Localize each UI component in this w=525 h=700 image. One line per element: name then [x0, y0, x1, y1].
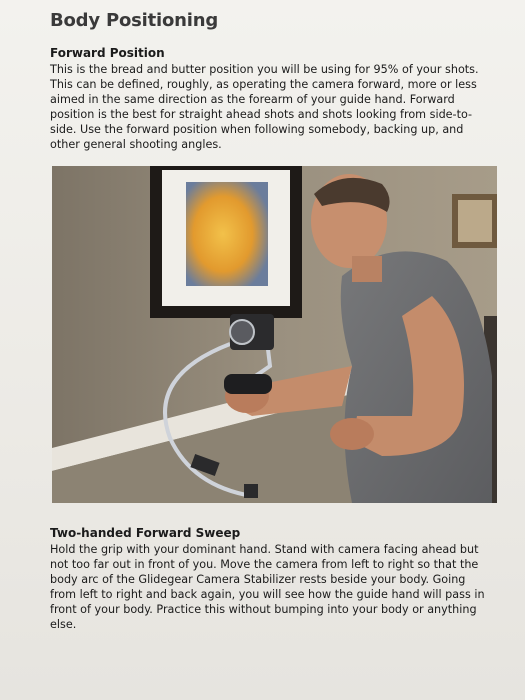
section-heading: Forward Position: [50, 46, 165, 60]
section-body: Hold the grip with your dominant hand. Stand with camera facing ahead but not too far out in front of you. Move the camera from left to right so that the body arc of the Glidegear Camera Stabilizer rests beside your body. Going from left to right and back again, you will see how the guide hand will pass in front of your body. Practice this without bumping into your body or anything else.: [50, 543, 485, 632]
section-heading: Two-handed Forward Sweep: [50, 526, 241, 540]
photo-illustration: [52, 166, 497, 503]
section-forward-position: [50, 46, 490, 153]
section-two-handed-forward-sweep: [50, 526, 490, 633]
stabilizer-demo-photo: [52, 166, 497, 503]
page-title: Body Positioning: [50, 10, 219, 31]
flower-artwork: [186, 182, 268, 286]
section-body: This is the bread and butter position you will be using for 95% of your shots. This can be defined, roughly, as operating the camera forward, more or less aimed in the same direction as the forearm of your guide hand. Forward position is the best for straight ahead shots and shots looking from side-to-side. Use the forward position when following somebody, backing up, and other general shooting angles.: [50, 63, 479, 152]
stabilizer-grip: [224, 374, 272, 394]
camera-lens: [230, 320, 254, 344]
